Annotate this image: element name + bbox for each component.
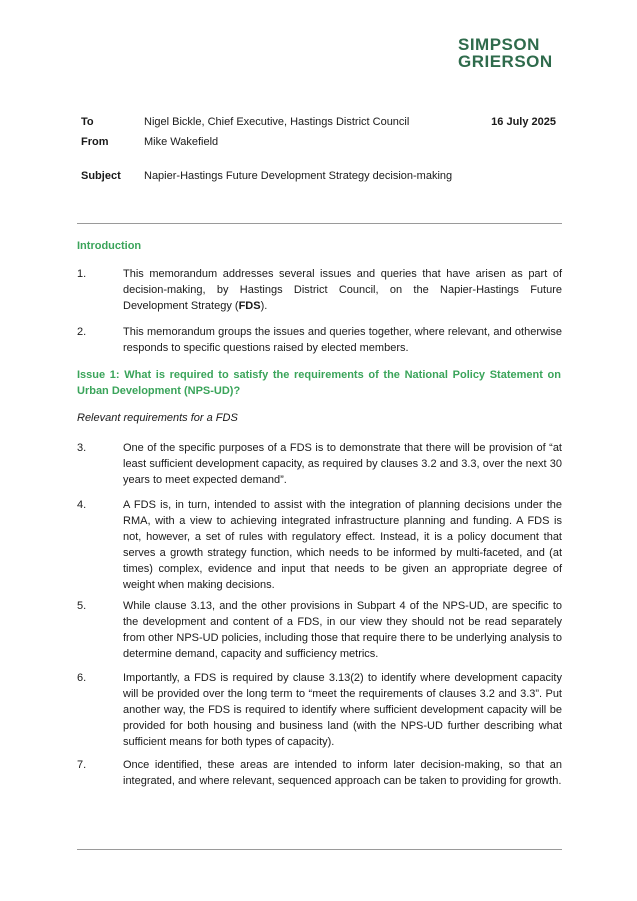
simpson-grierson-logo bbox=[458, 36, 568, 72]
issue-1-heading: Issue 1: What is required to satisfy the requirements of the National Policy Statement on Urban Development (NPS-UD)? bbox=[77, 369, 561, 397]
paragraph-2 bbox=[77, 324, 562, 356]
memo-date: 16 July 2025 bbox=[491, 116, 556, 128]
paragraph-text: While clause 3.13, and the other provisions in Subpart 4 of the NPS-UD, are specific to the development and content of a FDS, in our view they should not be read separately from other NPS-UD policies, including those that require there to be underlying analysis to determine demand, capacity and sufficiency metrics. bbox=[123, 600, 562, 660]
paragraph-number: 7. bbox=[77, 759, 87, 771]
header-divider bbox=[77, 223, 562, 224]
subject-value: Napier-Hastings Future Development Strategy decision-making bbox=[144, 170, 453, 182]
paragraph-number: 6. bbox=[77, 672, 87, 684]
paragraph-5 bbox=[77, 598, 562, 662]
paragraph-text: One of the specific purposes of a FDS is to demonstrate that there will be provision of “at least sufficient development capacity, as required by clauses 3.2 and 3.3, over the next 30 years to meet expected demand”. bbox=[123, 442, 562, 486]
paragraph-number: 5. bbox=[77, 600, 87, 612]
logo-line-1: SIMPSON bbox=[458, 35, 540, 54]
paragraph-text: This memorandum addresses several issues and queries that have arisen as part of decision-making, by Hastings District Council, on the Napier-Hastings Future Development Strategy (FDS). bbox=[123, 268, 562, 312]
from-value: Mike Wakefield bbox=[144, 136, 219, 148]
to-row bbox=[81, 116, 501, 130]
paragraph-1 bbox=[77, 266, 562, 314]
to-label: To bbox=[81, 116, 94, 128]
paragraph-number: 1. bbox=[77, 268, 87, 280]
paragraph-number: 4. bbox=[77, 499, 87, 511]
introduction-heading: Introduction bbox=[77, 240, 142, 252]
footer-divider bbox=[77, 849, 562, 850]
from-row bbox=[81, 136, 501, 150]
paragraph-6 bbox=[77, 670, 562, 750]
paragraph-text: Importantly, a FDS is required by clause 3.13(2) to identify where development capacity will be provided over the long term to “meet the requirements of clauses 3.2 and 3.3”. Put another way, the FDS is required to identify where sufficient development capacity will be provided for both housing and business land (with the NPS-UD further describing what sufficient means for both types of capacity). bbox=[123, 672, 562, 748]
relevant-requirements-subheading: Relevant requirements for a FDS bbox=[77, 412, 238, 424]
paragraph-number: 3. bbox=[77, 442, 87, 454]
paragraph-text: Once identified, these areas are intended to inform later decision-making, so that an integrated, and where relevant, sequenced approach can be taken to providing for growth. bbox=[123, 759, 562, 787]
from-label: From bbox=[81, 136, 109, 148]
paragraph-3 bbox=[77, 440, 562, 488]
to-value: Nigel Bickle, Chief Executive, Hastings District Council bbox=[144, 116, 410, 128]
subject-label: Subject bbox=[81, 170, 121, 182]
paragraph-text: This memorandum groups the issues and queries together, where relevant, and otherwise responds to specific questions raised by elected members. bbox=[123, 326, 562, 354]
paragraph-4 bbox=[77, 497, 562, 593]
logo-line-2: GRIERSON bbox=[458, 52, 553, 71]
fds-term: FDS bbox=[238, 300, 261, 312]
paragraph-number: 2. bbox=[77, 326, 87, 338]
subject-row bbox=[81, 170, 501, 184]
paragraph-7 bbox=[77, 757, 562, 789]
paragraph-text: A FDS is, in turn, intended to assist with the integration of planning decisions under the RMA, with a view to achieving integrated infrastructure planning and funding. A FDS is not, however, a set of rules with regulatory effect. Instead, it is a policy document that serves a growth strategy function, which needs to be informed by multi-faceted, and (at times) complex, evidence and input that needs to be given an appropriate degree of weight when making decisions. bbox=[123, 499, 562, 591]
